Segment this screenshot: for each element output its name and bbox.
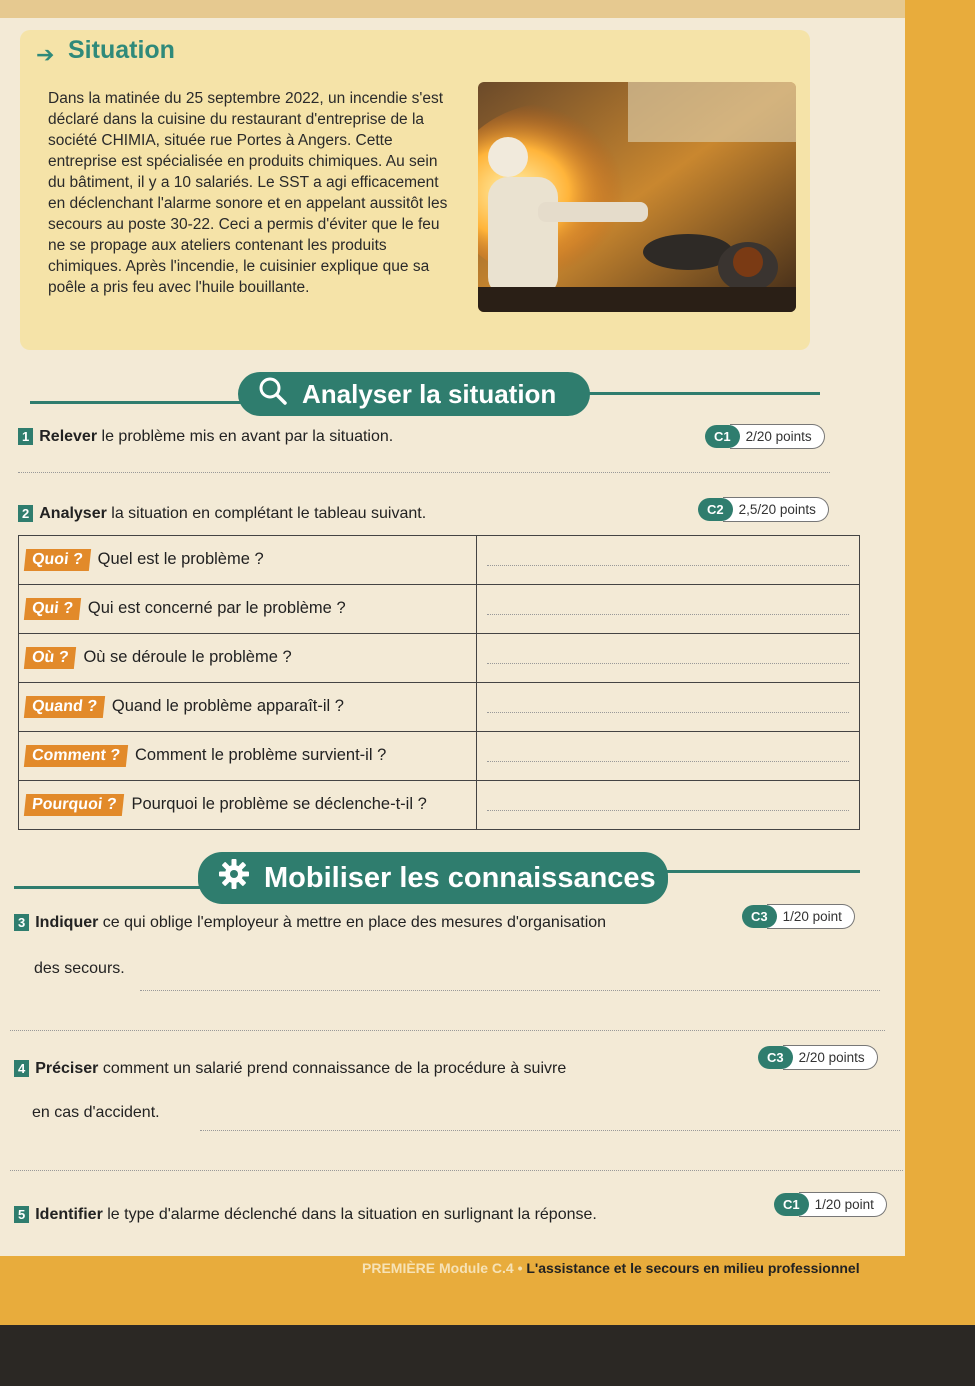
score-badge-q3: [742, 904, 855, 929]
analyse-banner: [238, 372, 590, 416]
question-text: la situation en complétant le tableau suivant.: [111, 505, 427, 522]
analyse-banner-line-right: [585, 392, 820, 395]
question-number: 1: [18, 428, 33, 445]
mobiliser-banner-line-right: [660, 870, 860, 873]
row-question: Comment le problème survient-il ?: [135, 746, 387, 764]
row-question: Quel est le problème ?: [97, 550, 264, 568]
row-question: Qui est concerné par le problème ?: [87, 599, 346, 617]
question-verb: Relever: [39, 428, 98, 445]
mobiliser-banner-line-left: [14, 886, 214, 889]
score-badge-q2: [698, 497, 829, 522]
question-number: 3: [14, 914, 29, 931]
question-3-continued: des secours.: [34, 960, 125, 977]
footer-level: PREMIÈRE: [362, 1260, 436, 1276]
question-verb: Identifier: [35, 1206, 103, 1223]
row-tag: Qui ?: [24, 598, 81, 620]
row-question: Quand le problème apparaît-il ?: [111, 697, 344, 715]
mobiliser-title: Mobiliser les connaissances: [264, 861, 656, 894]
table-row: [19, 634, 860, 683]
answer-cell[interactable]: [477, 536, 860, 585]
answer-line[interactable]: [200, 1130, 900, 1131]
row-tag: Pourquoi ?: [24, 794, 125, 816]
answer-line[interactable]: [18, 472, 830, 473]
points-value: 2/20 points: [730, 424, 825, 449]
mobiliser-banner: [198, 852, 668, 904]
points-value: 2/20 points: [783, 1045, 878, 1070]
answer-line[interactable]: [10, 1170, 903, 1171]
answer-cell[interactable]: [477, 781, 860, 830]
question-verb: Préciser: [35, 1060, 99, 1077]
question-verb: Analyser: [39, 505, 107, 522]
answer-cell[interactable]: [477, 585, 860, 634]
answer-cell[interactable]: [477, 683, 860, 732]
answer-cell[interactable]: [477, 732, 860, 781]
question-1: [18, 428, 393, 446]
background-surface: [0, 1325, 975, 1386]
analyse-title: Analyser la situation: [302, 378, 557, 409]
points-value: 2,5/20 points: [723, 497, 829, 522]
question-number: 5: [14, 1206, 29, 1223]
answer-line[interactable]: [140, 990, 880, 991]
row-tag: Comment ?: [24, 745, 128, 767]
question-4-continued: en cas d'accident.: [32, 1104, 160, 1121]
question-2: [18, 505, 426, 523]
competence-code: C3: [758, 1046, 793, 1069]
row-tag: Où ?: [24, 647, 77, 669]
competence-code: C1: [774, 1193, 809, 1216]
question-text: ce qui oblige l'employeur à mettre en place des mesures d'organisation: [102, 914, 607, 931]
right-margin-bar: [905, 0, 975, 1325]
gear-icon: [218, 858, 250, 898]
table-row: [19, 732, 860, 781]
question-text: le type d'alarme déclenché dans la situation en surlignant la réponse.: [107, 1206, 597, 1223]
competence-code: C3: [742, 905, 777, 928]
table-row: [19, 683, 860, 732]
score-badge-q5: [774, 1192, 887, 1217]
question-number: 2: [18, 505, 33, 522]
question-text: comment un salarié prend connaissance de la procédure à suivre: [102, 1060, 567, 1077]
row-question: Où se déroule le problème ?: [83, 648, 292, 666]
footer-module: Module C.4 •: [439, 1260, 523, 1276]
analysis-table: [18, 535, 860, 830]
points-value: 1/20 point: [767, 904, 855, 929]
question-4: [14, 1060, 566, 1078]
table-row: [19, 781, 860, 830]
score-badge-q4: [758, 1045, 878, 1070]
points-value: 1/20 point: [799, 1192, 887, 1217]
situation-text: Dans la matinée du 25 septembre 2022, un incendie s'est déclaré dans la cuisine du restaurant d'entreprise de la société CHIMIA, située rue Portes à Angers. Cette entreprise est spécialisée en produits chimiques. Au sein du bâtiment, il y a 10 salariés. Le SST a agi efficacement en déclenchant l'alarme sonore et en appelant aussitôt les secours au poste 30-22. Ceci a permis d'éviter que le feu ne se propage aux ateliers contenant les produits chimiques. Après l'incendie, le cuisinier explique que sa poêle a pris feu avec l'huile bouillante.: [48, 90, 448, 296]
score-badge-q1: [705, 424, 825, 449]
question-verb: Indiquer: [35, 914, 99, 931]
competence-code: C1: [705, 425, 740, 448]
magnifier-icon: [258, 376, 288, 413]
table-row: [19, 536, 860, 585]
kitchen-fire-photo: [478, 82, 796, 312]
question-number: 4: [14, 1060, 29, 1077]
question-5: [14, 1206, 597, 1224]
question-text: le problème mis en avant par la situation.: [101, 428, 394, 445]
row-tag: Quoi ?: [24, 549, 91, 571]
top-band: [0, 0, 975, 18]
footer: [362, 1260, 860, 1276]
competence-code: C2: [698, 498, 733, 521]
arrow-icon: ➔: [36, 42, 55, 67]
footer-title: L'assistance et le secours en milieu professionnel: [526, 1260, 860, 1276]
analyse-banner-line-left: [30, 401, 250, 404]
question-3: [14, 914, 606, 932]
row-question: Pourquoi le problème se déclenche-t-il ?: [131, 795, 427, 813]
answer-cell[interactable]: [477, 634, 860, 683]
table-row: [19, 585, 860, 634]
row-tag: Quand ?: [24, 696, 105, 718]
answer-line[interactable]: [10, 1030, 885, 1031]
situation-title: Situation: [68, 36, 175, 64]
